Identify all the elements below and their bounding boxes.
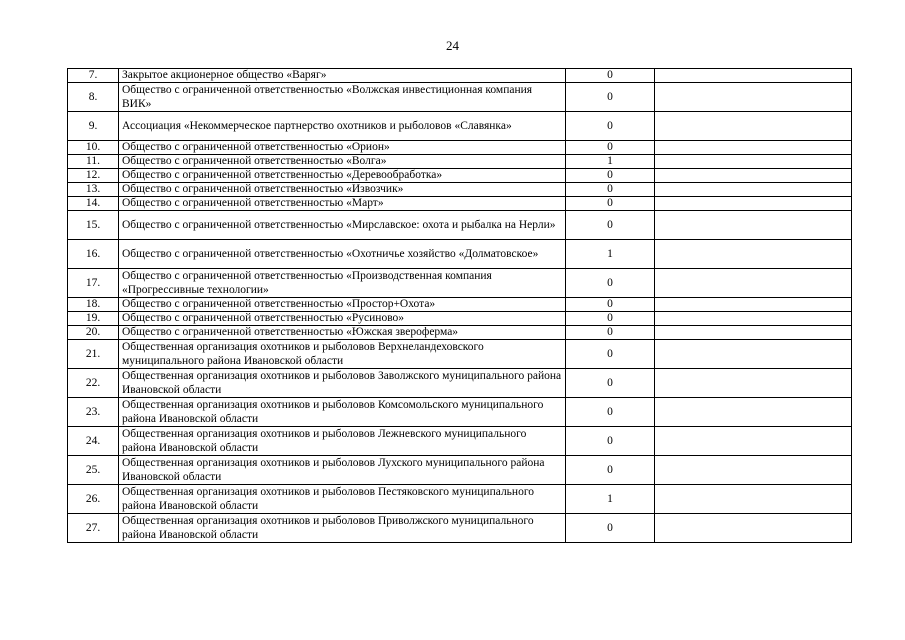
organization-name-cell: Общество с ограниченной ответственностью «Простор+Охота» [119,298,566,312]
empty-cell [655,326,852,340]
value-cell: 1 [566,240,655,269]
value-cell: 0 [566,197,655,211]
value-cell: 0 [566,312,655,326]
value-cell: 0 [566,340,655,369]
value-cell: 0 [566,112,655,141]
row-number-cell: 27. [68,514,119,543]
row-number-cell: 22. [68,369,119,398]
table-row [68,485,852,514]
row-number-cell: 9. [68,112,119,141]
empty-cell [655,211,852,240]
row-number-cell: 20. [68,326,119,340]
table-row [68,197,852,211]
table-row [68,514,852,543]
table-row [68,112,852,141]
value-cell: 0 [566,269,655,298]
value-cell: 0 [566,183,655,197]
table-row [68,169,852,183]
organization-name-cell: Общество с ограниченной ответственностью «Охотничье хозяйство «Долматовское» [119,240,566,269]
empty-cell [655,183,852,197]
table-row [68,427,852,456]
row-number-cell: 16. [68,240,119,269]
table-row [68,69,852,83]
empty-cell [655,112,852,141]
empty-cell [655,298,852,312]
row-number-cell: 13. [68,183,119,197]
organization-name-cell: Общество с ограниченной ответственностью «Волжская инвестиционная компания ВИК» [119,83,566,112]
organization-name-cell: Общество с ограниченной ответственностью «Извозчик» [119,183,566,197]
organization-name-cell: Общественная организация охотников и рыболовов Лухского муниципального района Ивановской области [119,456,566,485]
table-row [68,240,852,269]
row-number-cell: 19. [68,312,119,326]
table-row [68,326,852,340]
table-row [68,398,852,427]
empty-cell [655,427,852,456]
value-cell: 0 [566,211,655,240]
organization-name-cell: Общество с ограниченной ответственностью «Южская звероферма» [119,326,566,340]
organization-name-cell: Общественная организация охотников и рыболовов Заволжского муниципального района Ивановской области [119,369,566,398]
value-cell: 0 [566,141,655,155]
value-cell: 1 [566,155,655,169]
empty-cell [655,312,852,326]
value-cell: 0 [566,169,655,183]
table-row [68,269,852,298]
table-body [68,69,852,543]
value-cell: 0 [566,298,655,312]
organization-name-cell: Общество с ограниченной ответственностью «Русиново» [119,312,566,326]
row-number-cell: 21. [68,340,119,369]
empty-cell [655,240,852,269]
empty-cell [655,69,852,83]
row-number-cell: 25. [68,456,119,485]
row-number-cell: 14. [68,197,119,211]
organization-name-cell: Общественная организация охотников и рыболовов Верхнеландеховского муниципального района Ивановской области [119,340,566,369]
row-number-cell: 15. [68,211,119,240]
table-row [68,369,852,398]
row-number-cell: 17. [68,269,119,298]
table-row [68,298,852,312]
organization-name-cell: Общество с ограниченной ответственностью «Мирславское: охота и рыбалка на Нерли» [119,211,566,240]
table-row [68,456,852,485]
table-row [68,155,852,169]
empty-cell [655,155,852,169]
value-cell: 0 [566,427,655,456]
empty-cell [655,169,852,183]
table-row [68,340,852,369]
row-number-cell: 7. [68,69,119,83]
row-number-cell: 18. [68,298,119,312]
empty-cell [655,83,852,112]
organization-name-cell: Общество с ограниченной ответственностью «Орион» [119,141,566,155]
row-number-cell: 8. [68,83,119,112]
organization-name-cell: Общество с ограниченной ответственностью «Волга» [119,155,566,169]
page-number: 24 [446,38,459,53]
table-row [68,141,852,155]
table-row [68,83,852,112]
empty-cell [655,269,852,298]
organization-name-cell: Общество с ограниченной ответственностью «Деревообработка» [119,169,566,183]
value-cell: 0 [566,456,655,485]
organization-name-cell: Общественная организация охотников и рыболовов Приволжского муниципального района Ивановской области [119,514,566,543]
row-number-cell: 24. [68,427,119,456]
empty-cell [655,369,852,398]
empty-cell [655,485,852,514]
empty-cell [655,514,852,543]
empty-cell [655,141,852,155]
value-cell: 0 [566,69,655,83]
table-row [68,183,852,197]
empty-cell [655,456,852,485]
value-cell: 0 [566,398,655,427]
row-number-cell: 12. [68,169,119,183]
empty-cell [655,398,852,427]
table-row [68,312,852,326]
organization-name-cell: Закрытое акционерное общество «Варяг» [119,69,566,83]
value-cell: 0 [566,326,655,340]
row-number-cell: 11. [68,155,119,169]
row-number-cell: 23. [68,398,119,427]
organization-name-cell: Ассоциация «Некоммерческое партнерство охотников и рыболовов «Славянка» [119,112,566,141]
organization-name-cell: Общественная организация охотников и рыболовов Пестяковского муниципального района Ивановской области [119,485,566,514]
value-cell: 0 [566,83,655,112]
value-cell: 0 [566,369,655,398]
organizations-table [67,68,852,543]
empty-cell [655,340,852,369]
table-row [68,211,852,240]
value-cell: 0 [566,514,655,543]
organization-name-cell: Общество с ограниченной ответственностью «Март» [119,197,566,211]
empty-cell [655,197,852,211]
row-number-cell: 26. [68,485,119,514]
row-number-cell: 10. [68,141,119,155]
organization-name-cell: Общественная организация охотников и рыболовов Лежневского муниципального района Ивановской области [119,427,566,456]
organization-name-cell: Общественная организация охотников и рыболовов Комсомольского муниципального района Ивановской области [119,398,566,427]
organization-name-cell: Общество с ограниченной ответственностью «Производственная компания «Прогрессивные технологии» [119,269,566,298]
value-cell: 1 [566,485,655,514]
